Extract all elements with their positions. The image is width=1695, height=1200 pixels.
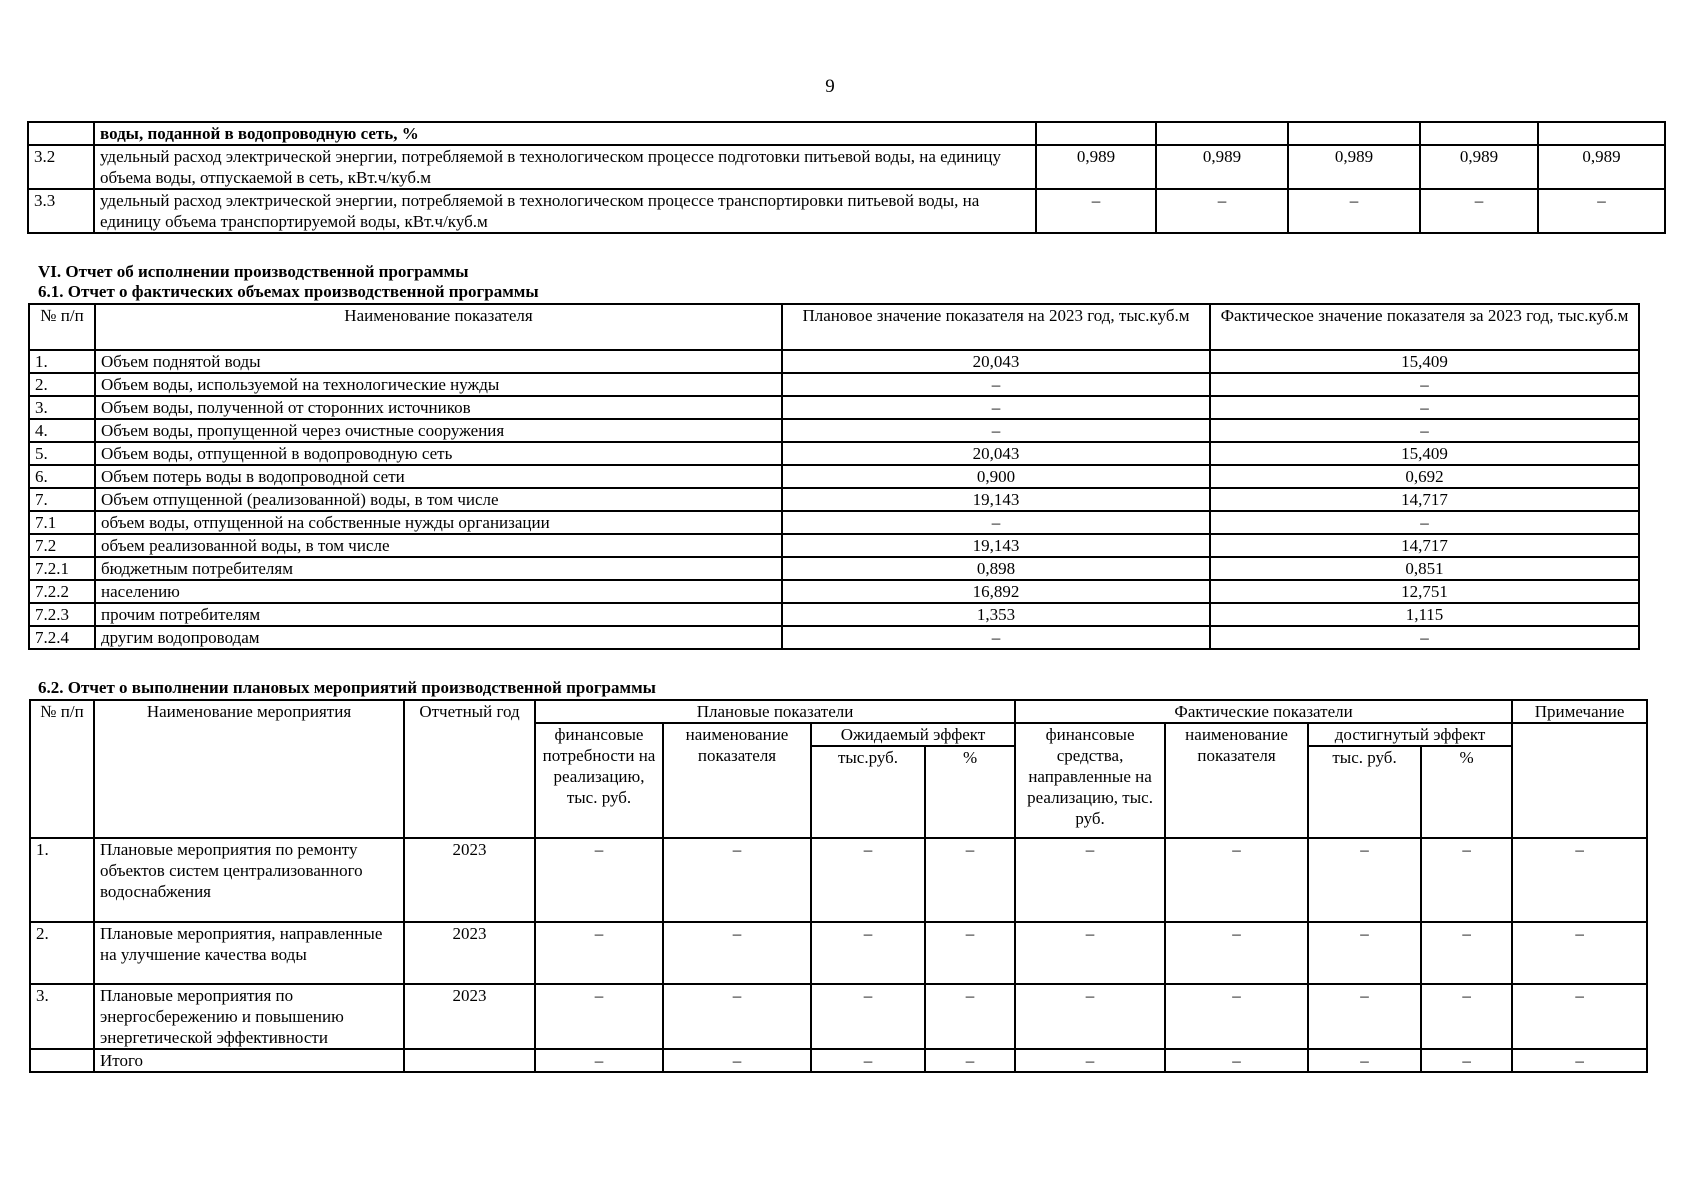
table-row [28,189,1665,233]
indicator-name: бюджетным потребителям [95,557,782,580]
plan-value: 19,143 [782,534,1210,557]
indicator-name: Объем воды, полученной от сторонних источников [95,396,782,419]
header-plan-effect: Ожидаемый эффект [811,723,1015,746]
value-cell: – [663,922,811,984]
fact-value: 14,717 [1210,488,1639,511]
value-cell: – [535,922,663,984]
table-row [29,603,1639,626]
value-cell: – [1036,189,1156,233]
row-number: 6. [29,465,95,488]
header-fact-indicator: наименование показателя [1165,723,1308,838]
value-cell: 0,989 [1288,145,1420,189]
report-year [404,1049,535,1072]
value-cell: – [1156,189,1288,233]
fact-value: 0,851 [1210,557,1639,580]
fact-value: – [1210,396,1639,419]
plan-value: – [782,373,1210,396]
report-year: 2023 [404,984,535,1049]
indicator-name: населению [95,580,782,603]
table-row [28,122,1665,145]
table-row [30,984,1647,1049]
header-name: Наименование мероприятия [94,700,404,838]
row-number: 7. [29,488,95,511]
header-fact-rub: тыс. руб. [1308,746,1421,838]
table-row [29,373,1639,396]
plan-value: 20,043 [782,442,1210,465]
value-cell: – [811,922,925,984]
row-number: 7.2.3 [29,603,95,626]
value-cell: – [1420,189,1538,233]
table-header-row [30,700,1647,723]
header-fact: Фактические показатели [1015,700,1512,723]
value-cell: – [1538,189,1665,233]
value-cell [1420,122,1538,145]
value-cell: – [1308,922,1421,984]
value-cell: – [811,838,925,922]
value-cell: – [535,984,663,1049]
value-cell: 0,989 [1538,145,1665,189]
table-row [30,838,1647,922]
indicator-name: Объем отпущенной (реализованной) воды, в том числе [95,488,782,511]
table-row [29,626,1639,649]
row-number: 7.2.1 [29,557,95,580]
value-cell [1036,122,1156,145]
indicator-name: другим водопроводам [95,626,782,649]
value-cell: – [1308,838,1421,922]
table-row [29,350,1639,373]
plan-value: 1,353 [782,603,1210,626]
header-num: № п/п [30,700,94,838]
fact-value: 1,115 [1210,603,1639,626]
indicator-name: Объем воды, отпущенной в водопроводную сеть [95,442,782,465]
table-row [28,145,1665,189]
table-row [29,419,1639,442]
report-year: 2023 [404,838,535,922]
value-cell: – [1421,838,1512,922]
row-number [30,1049,94,1072]
fact-value: 15,409 [1210,442,1639,465]
value-cell: – [535,838,663,922]
header-year: Отчетный год [404,700,535,838]
plan-value: 20,043 [782,350,1210,373]
table-row [29,580,1639,603]
plan-value: 0,900 [782,465,1210,488]
value-cell: – [1512,922,1647,984]
row-number: 3.2 [28,145,94,189]
row-number: 7.2 [29,534,95,557]
row-text: воды, поданной в водопроводную сеть, % [94,122,1036,145]
value-cell: 0,989 [1420,145,1538,189]
row-text: удельный расход электрической энергии, потребляемой в технологическом процессе транспортировки питьевой воды, на единицу объема транспортируемой воды, кВт.ч/куб.м [94,189,1036,233]
table-row [29,396,1639,419]
fact-value: 12,751 [1210,580,1639,603]
activity-name: Плановые мероприятия, направленные на улучшение качества воды [94,922,404,984]
header-name: Наименование показателя [95,304,782,350]
value-cell: – [1512,838,1647,922]
table-row [29,488,1639,511]
fact-value: 0,692 [1210,465,1639,488]
table-row [30,1049,1647,1072]
value-cell: – [1308,1049,1421,1072]
value-cell: – [1512,984,1647,1049]
row-number: 2. [29,373,95,396]
value-cell: – [1288,189,1420,233]
indicator-name: объем воды, отпущенной на собственные нужды организации [95,511,782,534]
fact-value: – [1210,419,1639,442]
table-row [29,534,1639,557]
row-number: 1. [29,350,95,373]
value-cell: – [1165,984,1308,1049]
row-number: 7.1 [29,511,95,534]
header-plan: Плановое значение показателя на 2023 год, тыс.куб.м [782,304,1210,350]
row-number: 7.2.2 [29,580,95,603]
row-number: 3. [29,396,95,419]
plan-value: – [782,511,1210,534]
value-cell: – [1015,838,1165,922]
header-plan-pct: % [925,746,1015,838]
value-cell [1156,122,1288,145]
value-cell: – [535,1049,663,1072]
indicator-name: Объем поднятой воды [95,350,782,373]
value-cell: – [1421,1049,1512,1072]
value-cell: – [1015,922,1165,984]
value-cell: 0,989 [1036,145,1156,189]
table-row [29,442,1639,465]
row-number: 3.3 [28,189,94,233]
page-number: 9 [825,76,835,97]
table-header-row [29,304,1639,350]
fact-value: – [1210,373,1639,396]
value-cell: – [811,984,925,1049]
header-plan-rub: тыс.руб. [811,746,925,838]
top-table [27,121,1666,234]
plan-value: – [782,396,1210,419]
table-row [29,557,1639,580]
value-cell: – [1165,838,1308,922]
indicator-name: Объем воды, используемой на технологические нужды [95,373,782,396]
row-text: удельный расход электрической энергии, потребляемой в технологическом процессе подготовки питьевой воды, на единицу объема воды, отпускаемой в сеть, кВт.ч/куб.м [94,145,1036,189]
plan-value: – [782,419,1210,442]
activity-name: Плановые мероприятия по энергосбережению и повышению энергетической эффективности [94,984,404,1049]
header-fact-effect: достигнутый эффект [1308,723,1512,746]
table-6-1 [28,303,1640,650]
header-fact-pct: % [1421,746,1512,838]
row-number: 1. [30,838,94,922]
value-cell: – [663,838,811,922]
value-cell: 0,989 [1156,145,1288,189]
fact-value: 15,409 [1210,350,1639,373]
section-6-title: VI. Отчет об исполнении производственной программы [38,262,469,281]
table-row [30,922,1647,984]
row-number [28,122,94,145]
table-6-2 [29,699,1648,1073]
section-6-2-title: 6.2. Отчет о выполнении плановых мероприятий производственной программы [38,678,656,697]
header-note: Примечание [1512,700,1647,723]
value-cell: – [925,922,1015,984]
value-cell: – [1165,922,1308,984]
table-row [29,511,1639,534]
value-cell: – [925,838,1015,922]
fact-value: 14,717 [1210,534,1639,557]
value-cell: – [1421,984,1512,1049]
value-cell: – [1308,984,1421,1049]
plan-value: – [782,626,1210,649]
indicator-name: Объем воды, пропущенной через очистные сооружения [95,419,782,442]
plan-value: 19,143 [782,488,1210,511]
row-number: 2. [30,922,94,984]
activity-name: Итого [94,1049,404,1072]
header-note-blank [1512,723,1647,838]
value-cell: – [925,1049,1015,1072]
header-num: № п/п [29,304,95,350]
plan-value: 16,892 [782,580,1210,603]
value-cell: – [925,984,1015,1049]
header-fact-fin: финансовые средства, направленные на реализацию, тыс. руб. [1015,723,1165,838]
value-cell: – [1015,984,1165,1049]
row-number: 5. [29,442,95,465]
row-number: 3. [30,984,94,1049]
header-plan: Плановые показатели [535,700,1015,723]
header-plan-indicator: наименование показателя [663,723,811,838]
row-number: 4. [29,419,95,442]
table-row [29,465,1639,488]
section-6-1-title: 6.1. Отчет о фактических объемах производственной программы [38,282,539,301]
activity-name: Плановые мероприятия по ремонту объектов систем централизованного водоснабжения [94,838,404,922]
plan-value: 0,898 [782,557,1210,580]
value-cell: – [1421,922,1512,984]
header-plan-fin: финансовые потребности на реализацию, тыс. руб. [535,723,663,838]
value-cell: – [1512,1049,1647,1072]
value-cell: – [811,1049,925,1072]
fact-value: – [1210,626,1639,649]
value-cell: – [663,984,811,1049]
value-cell [1288,122,1420,145]
value-cell [1538,122,1665,145]
value-cell: – [1165,1049,1308,1072]
fact-value: – [1210,511,1639,534]
indicator-name: прочим потребителям [95,603,782,626]
indicator-name: Объем потерь воды в водопроводной сети [95,465,782,488]
report-year: 2023 [404,922,535,984]
header-fact: Фактическое значение показателя за 2023 год, тыс.куб.м [1210,304,1639,350]
row-number: 7.2.4 [29,626,95,649]
indicator-name: объем реализованной воды, в том числе [95,534,782,557]
value-cell: – [1015,1049,1165,1072]
value-cell: – [663,1049,811,1072]
